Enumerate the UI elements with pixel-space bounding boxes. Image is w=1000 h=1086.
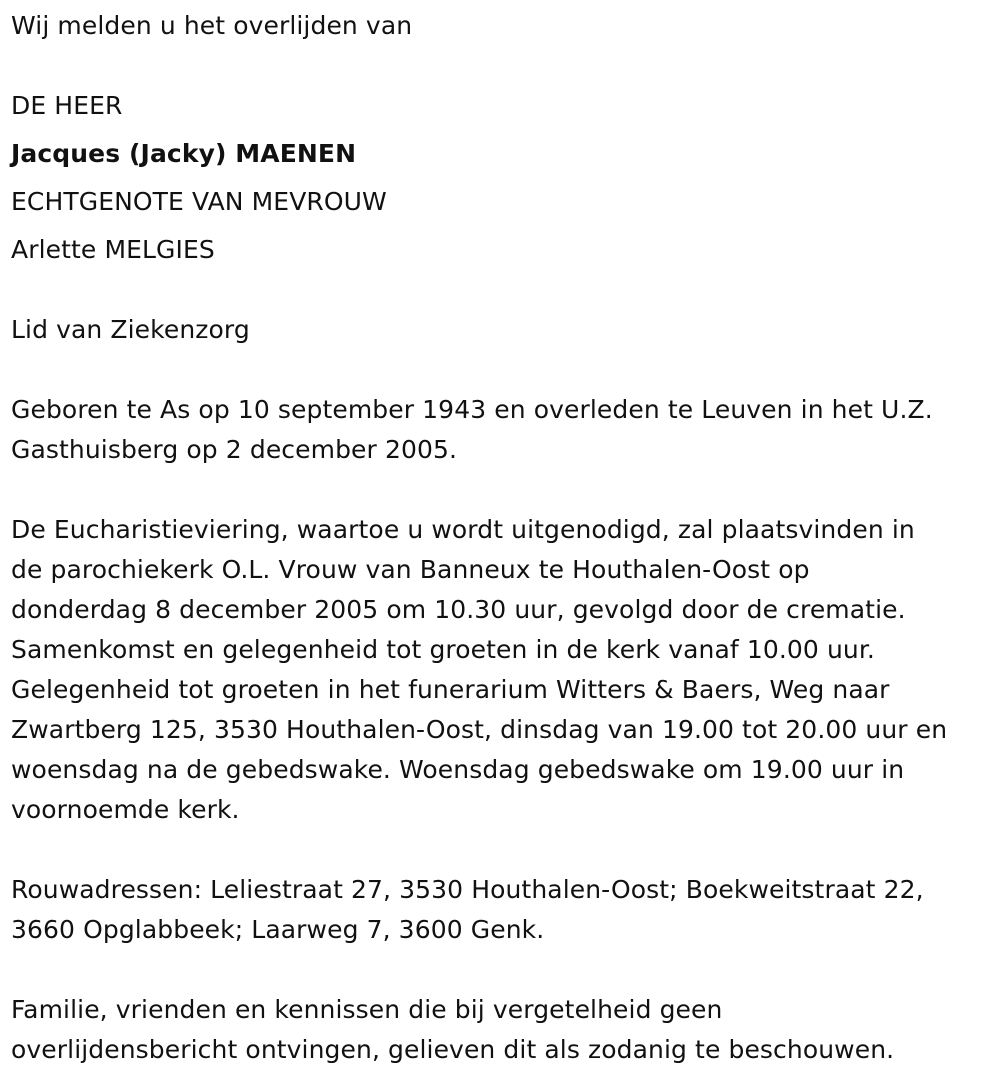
ceremony-line: Samenkomst en gelegenheid tot groeten in de kerk vanaf 10.00 uur. <box>11 635 875 664</box>
address-line: Rouwadressen: Leliestraat 27, 3530 Houthalen-Oost; Boekweitstraat 22, <box>11 875 924 904</box>
ceremony-line: De Eucharistieviering, waartoe u wordt uitgenodigd, zal plaatsvinden in <box>11 515 915 544</box>
birth-death-line: Geboren te As op 10 september 1943 en overleden te Leuven in het U.Z. <box>11 395 933 424</box>
ceremony-line: Zwartberg 125, 3530 Houthalen-Oost, dinsdag van 19.00 tot 20.00 uur en <box>11 715 948 744</box>
closing-line: overlijdensbericht ontvingen, gelieven dit als zodanig te beschouwen. <box>11 1035 895 1064</box>
deceased-name: Jacques (Jacky) MAENEN <box>11 139 357 168</box>
ceremony-line: voornoemde kerk. <box>11 795 240 824</box>
membership-text: Lid van Ziekenzorg <box>11 315 250 344</box>
closing-line: Familie, vrienden en kennissen die bij vergetelheid geen <box>11 995 723 1024</box>
intro-text: Wij melden u het overlijden van <box>11 11 413 40</box>
ceremony-line: Gelegenheid tot groeten in het funerarium Witters & Baers, Weg naar <box>11 675 890 704</box>
spouse-label: ECHTGENOTE VAN MEVROUW <box>11 187 387 216</box>
birth-death-line: Gasthuisberg op 2 december 2005. <box>11 435 458 464</box>
ceremony-line: de parochiekerk O.L. Vrouw van Banneux te Houthalen-Oost op <box>11 555 810 584</box>
ceremony-line: donderdag 8 december 2005 om 10.30 uur, gevolgd door de crematie. <box>11 595 906 624</box>
address-line: 3660 Opglabbeek; Laarweg 7, 3600 Genk. <box>11 915 545 944</box>
title-text: DE HEER <box>11 91 123 120</box>
spouse-name: Arlette MELGIES <box>11 235 215 264</box>
ceremony-line: woensdag na de gebedswake. Woensdag gebedswake om 19.00 uur in <box>11 755 905 784</box>
